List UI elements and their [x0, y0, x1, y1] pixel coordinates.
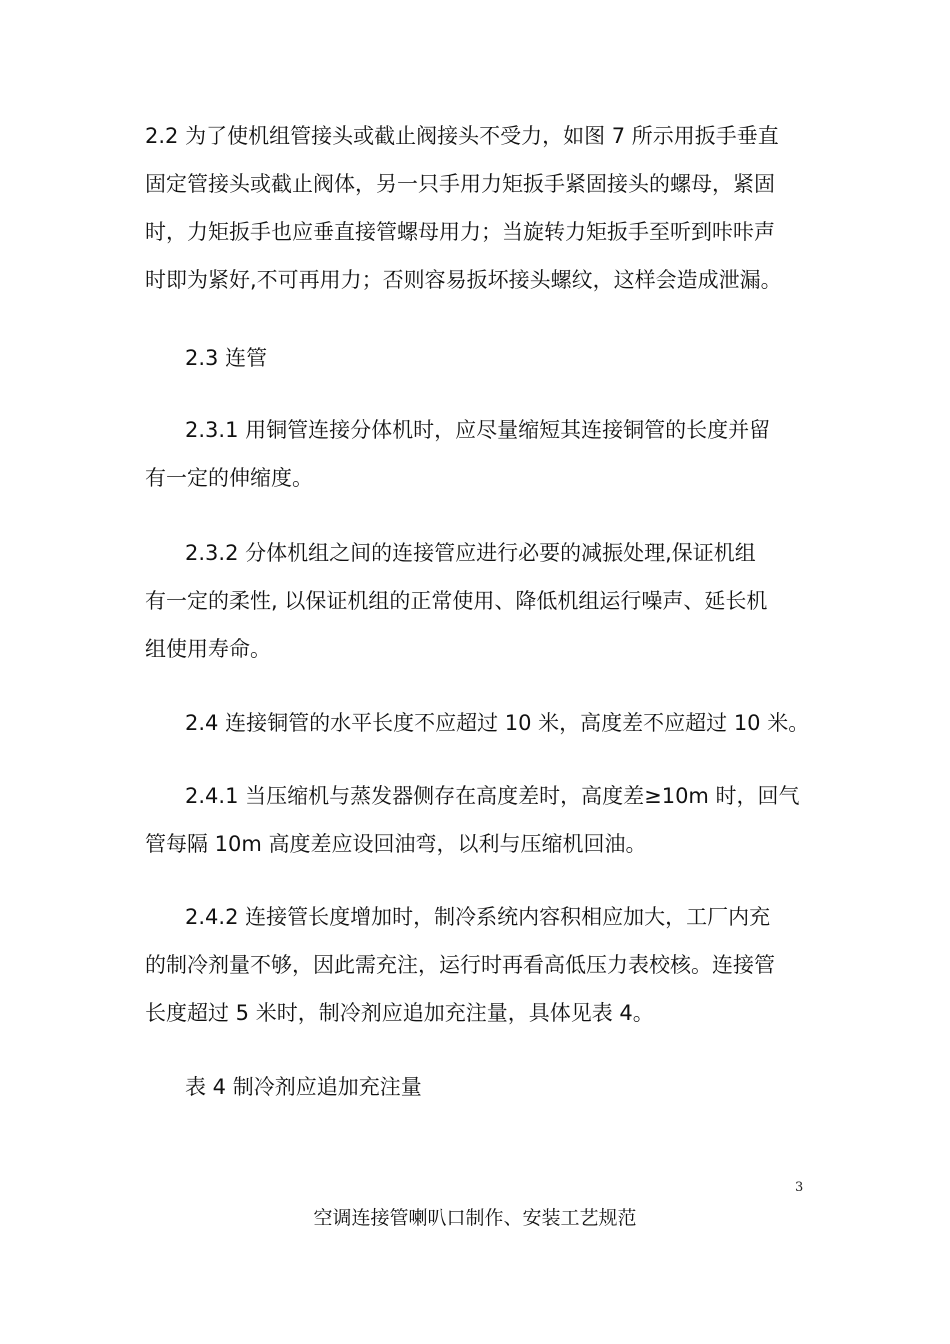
paragraph-2-4-1-line-2: 管每隔 10m 高度差应设回油弯，以利与压缩机回油。	[145, 832, 647, 856]
paragraph-2-3-2-line-3: 组使用寿命。	[145, 637, 271, 661]
footer-document-title: 空调连接管喇叭口制作、安装工艺规范	[313, 1207, 637, 1229]
paragraph-2-4-1-line-1: 2.4.1 当压缩机与蒸发器侧存在高度差时，高度差≥10m 时，回气	[185, 784, 800, 808]
paragraph-2-2-line-3: 时，力矩扳手也应垂直接管螺母用力；当旋转力矩扳手至听到咔咔声	[145, 220, 775, 244]
paragraph-2-4-2-line-3: 长度超过 5 米时，制冷剂应追加充注量，具体见表 4。	[145, 1001, 654, 1025]
paragraph-2-2-line-1: 2.2 为了使机组管接头或截止阀接头不受力，如图 7 所示用扳手垂直	[145, 124, 779, 148]
section-heading-2-3: 2.3 连管	[185, 346, 268, 370]
table-4-caption: 表 4 制冷剂应追加充注量	[185, 1075, 422, 1099]
paragraph-2-3-2-line-2: 有一定的柔性, 以保证机组的正常使用、降低机组运行噪声、延长机	[145, 589, 768, 613]
paragraph-2-2-line-2: 固定管接头或截止阀体，另一只手用力矩扳手紧固接头的螺母，紧固	[145, 172, 775, 196]
paragraph-2-2-line-4: 时即为紧好,不可再用力；否则容易扳坏接头螺纹，这样会造成泄漏。	[145, 268, 782, 292]
paragraph-2-4: 2.4 连接铜管的水平长度不应超过 10 米，高度差不应超过 10 米。	[185, 711, 810, 735]
page-number: 3	[795, 1180, 804, 1195]
paragraph-2-4-2-line-1: 2.4.2 连接管长度增加时，制冷系统内容积相应加大，工厂内充	[185, 905, 771, 929]
paragraph-2-4-2-line-2: 的制冷剂量不够，因此需充注，运行时再看高低压力表校核。连接管	[145, 953, 775, 977]
paragraph-2-3-2-line-1: 2.3.2 分体机组之间的连接管应进行必要的减振处理,保证机组	[185, 541, 756, 565]
paragraph-2-3-1-line-2: 有一定的伸缩度。	[145, 466, 313, 490]
paragraph-2-3-1-line-1: 2.3.1 用铜管连接分体机时，应尽量缩短其连接铜管的长度并留	[185, 418, 771, 442]
